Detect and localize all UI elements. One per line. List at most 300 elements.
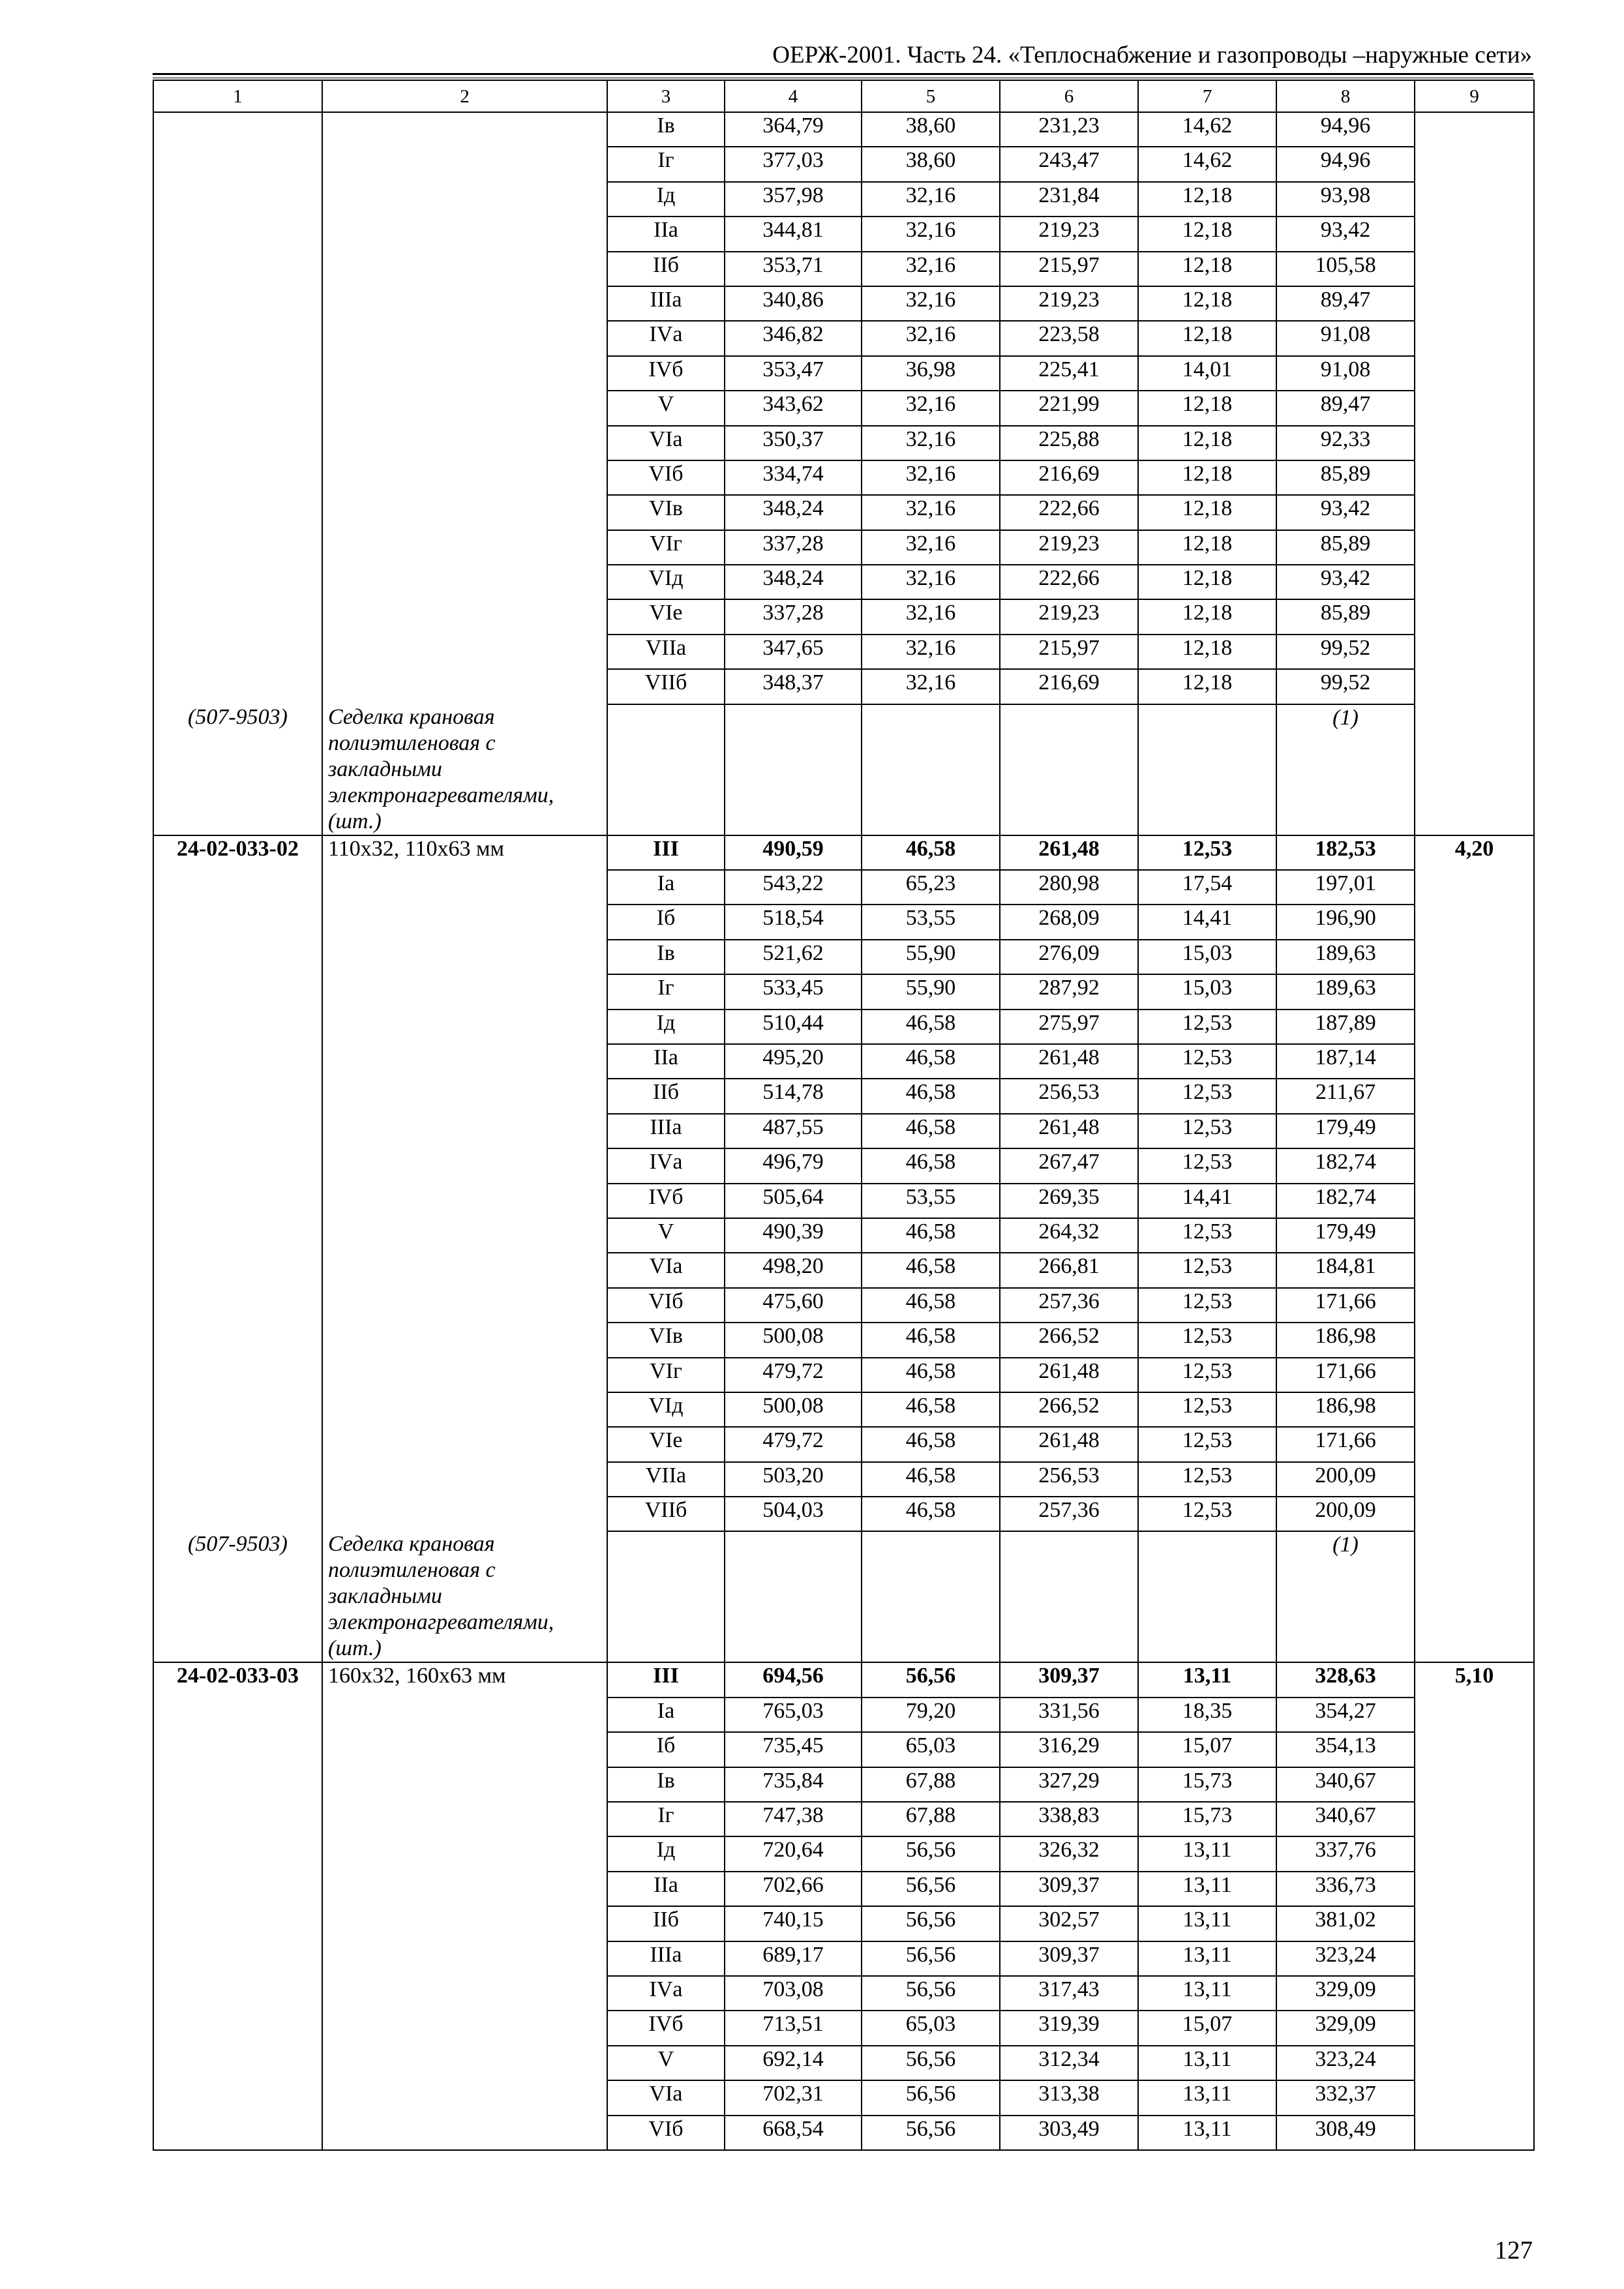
- value-cell: 32,16: [862, 599, 1000, 634]
- value-cell: 280,98: [1000, 870, 1138, 905]
- value-cell: 91,08: [1276, 321, 1415, 355]
- value-cell: 13,11: [1138, 1941, 1276, 1976]
- value-cell: 93,42: [1276, 495, 1415, 530]
- value-cell: 12,53: [1138, 1358, 1276, 1392]
- value9-cell: [1415, 1767, 1534, 1802]
- zone-cell: VIIа: [607, 635, 725, 669]
- zone-cell: IIб: [607, 1079, 725, 1113]
- code-cell: [153, 669, 322, 704]
- empty-cell: [1000, 704, 1138, 835]
- column-number: 6: [1000, 80, 1138, 112]
- material-name-cell: [322, 704, 607, 835]
- value-cell: 65,03: [862, 1732, 1000, 1767]
- description-cell: [322, 1358, 607, 1392]
- value9-cell: [1415, 1836, 1534, 1871]
- value9-cell: [1415, 1079, 1534, 1113]
- value9-cell: [1415, 1497, 1534, 1531]
- value-cell: 187,89: [1276, 1010, 1415, 1044]
- value-cell: 46,58: [862, 1323, 1000, 1357]
- zone-cell: Iа: [607, 870, 725, 905]
- page-header: ОЕРЖ-2001. Часть 24. «Теплоснабжение и газопроводы –наружные сети»: [772, 42, 1532, 68]
- value9-cell: [1415, 2011, 1534, 2045]
- value9-cell: [1415, 530, 1534, 565]
- value-cell: 319,39: [1000, 2011, 1138, 2045]
- value-cell: 171,66: [1276, 1288, 1415, 1323]
- description-cell: [322, 147, 607, 181]
- value-cell: 55,90: [862, 974, 1000, 1009]
- value9-cell: [1415, 635, 1534, 669]
- value-cell: 13,11: [1138, 1976, 1276, 2011]
- value-cell: 46,58: [862, 1010, 1000, 1044]
- empty-cell: [1000, 1531, 1138, 1662]
- value-cell: 266,52: [1000, 1392, 1138, 1427]
- code-cell: [153, 1148, 322, 1183]
- value-cell: 353,47: [725, 356, 862, 391]
- value-cell: 189,63: [1276, 940, 1415, 974]
- value-cell: 12,53: [1138, 1253, 1276, 1287]
- description-cell: [322, 1906, 607, 1941]
- value-cell: 340,67: [1276, 1802, 1415, 1836]
- code-cell: [153, 1253, 322, 1287]
- table-row: [153, 905, 1534, 939]
- description-cell: [322, 286, 607, 321]
- description-cell: [322, 1767, 607, 1802]
- value-cell: 256,53: [1000, 1462, 1138, 1497]
- zone-cell: VIв: [607, 1323, 725, 1357]
- description-cell: [322, 182, 607, 217]
- code-cell: [153, 217, 322, 251]
- value-cell: 264,32: [1000, 1218, 1138, 1253]
- zone-cell: VIе: [607, 1427, 725, 1461]
- value-cell: 38,60: [862, 147, 1000, 181]
- value-cell: 268,09: [1000, 905, 1138, 939]
- table-row: [153, 1836, 1534, 1871]
- table-row: [153, 1010, 1534, 1044]
- value-cell: 223,58: [1000, 321, 1138, 355]
- value9-cell: [1415, 565, 1534, 599]
- table-row: [153, 1497, 1534, 1531]
- value-cell: 221,99: [1000, 391, 1138, 425]
- value-cell: 694,56: [725, 1662, 862, 1697]
- description-cell: [322, 495, 607, 530]
- description-cell: [322, 460, 607, 495]
- value-cell: 32,16: [862, 426, 1000, 460]
- value-cell: 189,63: [1276, 974, 1415, 1009]
- code-cell: [153, 2046, 322, 2080]
- code-cell: [153, 147, 322, 181]
- table-row: [153, 1941, 1534, 1976]
- header-rule: [153, 73, 1533, 75]
- value-cell: 490,59: [725, 835, 862, 870]
- column-number: 2: [322, 80, 607, 112]
- value9-cell: [1415, 940, 1534, 974]
- zone-cell: IVб: [607, 2011, 725, 2045]
- empty-cell: [1138, 1531, 1276, 1662]
- value-cell: 12,53: [1138, 1218, 1276, 1253]
- value-cell: 12,53: [1138, 1148, 1276, 1183]
- value-cell: 12,53: [1138, 835, 1276, 870]
- code-cell: [153, 286, 322, 321]
- value9-cell: [1415, 1044, 1534, 1079]
- value-cell: 266,81: [1000, 1253, 1138, 1287]
- value-cell: 12,18: [1138, 530, 1276, 565]
- value9-cell: [1415, 426, 1534, 460]
- zone-cell: IIб: [607, 252, 725, 286]
- value-cell: 269,35: [1000, 1184, 1138, 1218]
- zone-cell: VIе: [607, 599, 725, 634]
- code-cell: [153, 905, 322, 939]
- value-cell: 533,45: [725, 974, 862, 1009]
- value-cell: 12,18: [1138, 565, 1276, 599]
- value-cell: 32,16: [862, 182, 1000, 217]
- table-row: [153, 940, 1534, 974]
- table-row: [153, 460, 1534, 495]
- value-cell: 747,38: [725, 1802, 862, 1836]
- value-cell: 504,03: [725, 1497, 862, 1531]
- value-cell: 505,64: [725, 1184, 862, 1218]
- value-cell: 12,18: [1138, 669, 1276, 704]
- value-cell: 13,11: [1138, 1906, 1276, 1941]
- zone-cell: Iв: [607, 112, 725, 147]
- description-cell: [322, 565, 607, 599]
- material-row: [153, 1531, 1534, 1662]
- value-cell: 94,96: [1276, 147, 1415, 181]
- code-cell: [153, 321, 322, 355]
- code-cell: [153, 870, 322, 905]
- value-cell: 53,55: [862, 1184, 1000, 1218]
- value-cell: 357,98: [725, 182, 862, 217]
- description-cell: [322, 1976, 607, 2011]
- value-cell: 261,48: [1000, 1044, 1138, 1079]
- zone-cell: IIа: [607, 1872, 725, 1906]
- value-cell: 377,03: [725, 147, 862, 181]
- value-cell: 328,63: [1276, 1662, 1415, 1697]
- value-cell: 343,62: [725, 391, 862, 425]
- table-row: [153, 1872, 1534, 1906]
- value-cell: 256,53: [1000, 1079, 1138, 1113]
- value9-cell: [1415, 1288, 1534, 1323]
- table-row: [153, 1079, 1534, 1113]
- value-cell: 12,53: [1138, 1427, 1276, 1461]
- value-cell: 12,18: [1138, 460, 1276, 495]
- value-cell: 309,37: [1000, 1872, 1138, 1906]
- value-cell: 12,18: [1138, 635, 1276, 669]
- value-cell: 334,74: [725, 460, 862, 495]
- column-number: 5: [862, 80, 1000, 112]
- value-cell: 12,53: [1138, 1010, 1276, 1044]
- value-cell: 38,60: [862, 112, 1000, 147]
- zone-cell: VIIа: [607, 1462, 725, 1497]
- code-cell: [153, 974, 322, 1009]
- table-row: [153, 252, 1534, 286]
- code-cell: [153, 1941, 322, 1976]
- value-cell: 302,57: [1000, 1906, 1138, 1941]
- value-cell: 510,44: [725, 1010, 862, 1044]
- code-cell: [153, 565, 322, 599]
- value-cell: 12,18: [1138, 252, 1276, 286]
- description-cell: [322, 669, 607, 704]
- value-cell: 56,56: [862, 1941, 1000, 1976]
- column-number: 3: [607, 80, 725, 112]
- material-qty: (1): [1276, 704, 1415, 835]
- value9-cell: [1415, 1148, 1534, 1183]
- value-cell: 13,11: [1138, 1836, 1276, 1871]
- table-row: [153, 182, 1534, 217]
- empty-cell: [862, 1531, 1000, 1662]
- zone-cell: VIIб: [607, 1497, 725, 1531]
- value-cell: 12,53: [1138, 1323, 1276, 1357]
- value-cell: 346,82: [725, 321, 862, 355]
- value-cell: 12,18: [1138, 599, 1276, 634]
- table-row: [153, 1288, 1534, 1323]
- value-cell: 720,64: [725, 1836, 862, 1871]
- description-cell: [322, 1427, 607, 1461]
- code-cell: [153, 1358, 322, 1392]
- description-cell: [322, 2046, 607, 2080]
- table-row: [153, 495, 1534, 530]
- table-row: [153, 2011, 1534, 2045]
- value9-cell: [1415, 182, 1534, 217]
- description-cell: [322, 1253, 607, 1287]
- value-cell: 475,60: [725, 1288, 862, 1323]
- value-cell: 323,24: [1276, 1941, 1415, 1976]
- value-cell: 12,18: [1138, 321, 1276, 355]
- value-cell: 353,71: [725, 252, 862, 286]
- table-row: [153, 599, 1534, 634]
- value-cell: 56,56: [862, 1662, 1000, 1697]
- value-cell: 32,16: [862, 635, 1000, 669]
- value-cell: 713,51: [725, 2011, 862, 2045]
- value-cell: 56,56: [862, 2046, 1000, 2080]
- value-cell: 13,11: [1138, 1872, 1276, 1906]
- empty-cell: [607, 1531, 725, 1662]
- table-row: [153, 1358, 1534, 1392]
- value9-cell: [1415, 1358, 1534, 1392]
- value-cell: 331,56: [1000, 1698, 1138, 1732]
- zone-cell: IVб: [607, 356, 725, 391]
- value-cell: 479,72: [725, 1427, 862, 1461]
- code-cell: [153, 1427, 322, 1461]
- value-cell: 275,97: [1000, 1010, 1138, 1044]
- value-cell: 46,58: [862, 1148, 1000, 1183]
- value-cell: 495,20: [725, 1044, 862, 1079]
- value-cell: 32,16: [862, 217, 1000, 251]
- value-cell: 689,17: [725, 1941, 862, 1976]
- value-cell: 12,18: [1138, 495, 1276, 530]
- value-cell: 15,03: [1138, 974, 1276, 1009]
- value-cell: 514,78: [725, 1079, 862, 1113]
- zone-cell: Iг: [607, 1802, 725, 1836]
- code-cell: [153, 426, 322, 460]
- value9-cell: [1415, 495, 1534, 530]
- zone-cell: V: [607, 2046, 725, 2080]
- table-row: [153, 1218, 1534, 1253]
- table-row: [153, 1767, 1534, 1802]
- empty-cell: [725, 704, 862, 835]
- value-cell: 479,72: [725, 1358, 862, 1392]
- table-row: [153, 391, 1534, 425]
- value-cell: 32,16: [862, 530, 1000, 565]
- value-cell: 308,49: [1276, 2116, 1415, 2150]
- value-cell: 13,11: [1138, 2080, 1276, 2115]
- value-cell: 500,08: [725, 1323, 862, 1357]
- code-cell: [153, 1114, 322, 1148]
- value-cell: 91,08: [1276, 356, 1415, 391]
- value-cell: 36,98: [862, 356, 1000, 391]
- value-cell: 46,58: [862, 1497, 1000, 1531]
- value-cell: 219,23: [1000, 217, 1138, 251]
- description-cell: [322, 426, 607, 460]
- description-cell: [322, 1802, 607, 1836]
- value-cell: 200,09: [1276, 1462, 1415, 1497]
- value-cell: 56,56: [862, 2080, 1000, 2115]
- table-row: [153, 1148, 1534, 1183]
- table-row: [153, 1802, 1534, 1836]
- code-cell: [153, 1323, 322, 1357]
- description-cell: [322, 1184, 607, 1218]
- description-cell: [322, 1872, 607, 1906]
- code-cell: [153, 1872, 322, 1906]
- zone-cell: VIа: [607, 2080, 725, 2115]
- description-cell: [322, 599, 607, 634]
- value-cell: 702,31: [725, 2080, 862, 2115]
- zone-cell: Iд: [607, 1836, 725, 1871]
- description-cell: [322, 1392, 607, 1427]
- value-cell: 32,16: [862, 460, 1000, 495]
- zone-cell: Iб: [607, 1732, 725, 1767]
- description-cell: [322, 2116, 607, 2150]
- value-cell: 93,42: [1276, 217, 1415, 251]
- value9-cell: [1415, 217, 1534, 251]
- value-cell: 347,65: [725, 635, 862, 669]
- code-cell: [153, 1079, 322, 1113]
- value-cell: 105,58: [1276, 252, 1415, 286]
- value-cell: 184,81: [1276, 1253, 1415, 1287]
- value-cell: 12,53: [1138, 1044, 1276, 1079]
- value-cell: 543,22: [725, 870, 862, 905]
- value-cell: 15,03: [1138, 940, 1276, 974]
- description-cell: [322, 530, 607, 565]
- value-cell: 503,20: [725, 1462, 862, 1497]
- value-cell: 93,98: [1276, 182, 1415, 217]
- value-cell: 332,37: [1276, 2080, 1415, 2115]
- value-cell: 99,52: [1276, 669, 1415, 704]
- value9-cell: [1415, 321, 1534, 355]
- value9-cell: [1415, 1976, 1534, 2011]
- value-cell: 186,98: [1276, 1392, 1415, 1427]
- table-row: [153, 1732, 1534, 1767]
- value-cell: 222,66: [1000, 495, 1138, 530]
- value-cell: 215,97: [1000, 635, 1138, 669]
- value9-cell: [1415, 147, 1534, 181]
- value-cell: 12,18: [1138, 426, 1276, 460]
- value9-cell: [1415, 1941, 1534, 1976]
- code-cell: [153, 112, 322, 147]
- zone-cell: IVб: [607, 1184, 725, 1218]
- value-cell: 46,58: [862, 1392, 1000, 1427]
- value-cell: 182,74: [1276, 1148, 1415, 1183]
- value-cell: 46,58: [862, 1462, 1000, 1497]
- value-cell: 46,58: [862, 835, 1000, 870]
- value-cell: 12,53: [1138, 1079, 1276, 1113]
- zone-cell: IIIа: [607, 1114, 725, 1148]
- value-cell: 702,66: [725, 1872, 862, 1906]
- code-cell: [153, 1392, 322, 1427]
- description-cell: [322, 1218, 607, 1253]
- code-cell: [153, 460, 322, 495]
- value-cell: 65,23: [862, 870, 1000, 905]
- value-cell: 32,16: [862, 391, 1000, 425]
- value-cell: 14,41: [1138, 905, 1276, 939]
- value-cell: 15,73: [1138, 1802, 1276, 1836]
- zone-cell: IIб: [607, 1906, 725, 1941]
- description-cell: [322, 321, 607, 355]
- description-cell: [322, 1732, 607, 1767]
- value-cell: 309,37: [1000, 1941, 1138, 1976]
- value-cell: 187,14: [1276, 1044, 1415, 1079]
- column-number: 7: [1138, 80, 1276, 112]
- description-cell: [322, 356, 607, 391]
- value-cell: 326,32: [1000, 1836, 1138, 1871]
- value-cell: 348,24: [725, 565, 862, 599]
- value-cell: 225,41: [1000, 356, 1138, 391]
- value-cell: 179,49: [1276, 1218, 1415, 1253]
- value9-cell: [1415, 1698, 1534, 1732]
- value-cell: 200,09: [1276, 1497, 1415, 1531]
- value9-cell: [1415, 669, 1534, 704]
- value-cell: 668,54: [725, 2116, 862, 2150]
- value-cell: 65,03: [862, 2011, 1000, 2045]
- zone-cell: Iа: [607, 1698, 725, 1732]
- empty-cell: [1415, 1531, 1534, 1662]
- zone-cell: V: [607, 1218, 725, 1253]
- value-cell: 85,89: [1276, 530, 1415, 565]
- code-cell: [153, 1906, 322, 1941]
- value-cell: 348,24: [725, 495, 862, 530]
- material-qty: (1): [1276, 1531, 1415, 1662]
- value-cell: 12,53: [1138, 1462, 1276, 1497]
- code-cell: [153, 391, 322, 425]
- value-cell: 14,41: [1138, 1184, 1276, 1218]
- value-cell: 12,18: [1138, 286, 1276, 321]
- value-cell: 12,18: [1138, 391, 1276, 425]
- value-cell: 12,53: [1138, 1288, 1276, 1323]
- table-row: [153, 1044, 1534, 1079]
- column-number: 1: [153, 80, 322, 112]
- value-cell: 56,56: [862, 1906, 1000, 1941]
- value-cell: 692,14: [725, 2046, 862, 2080]
- zone-cell: III: [607, 1662, 725, 1697]
- value-cell: 12,53: [1138, 1392, 1276, 1427]
- value-cell: 521,62: [725, 940, 862, 974]
- description-cell: [322, 112, 607, 147]
- description-cell: [322, 1698, 607, 1732]
- material-name-cell: [322, 1531, 607, 1662]
- value9-cell: [1415, 870, 1534, 905]
- value-cell: 261,48: [1000, 1358, 1138, 1392]
- value-cell: 14,62: [1138, 147, 1276, 181]
- code-cell: [153, 2011, 322, 2045]
- value9-cell: [1415, 974, 1534, 1009]
- table-row: [153, 2116, 1534, 2150]
- value9-cell: [1415, 1184, 1534, 1218]
- table-row: [153, 1698, 1534, 1732]
- table-row: [153, 2080, 1534, 2115]
- zone-cell: IIIа: [607, 286, 725, 321]
- code-cell: [153, 599, 322, 634]
- zone-cell: IIа: [607, 1044, 725, 1079]
- description-cell: [322, 1462, 607, 1497]
